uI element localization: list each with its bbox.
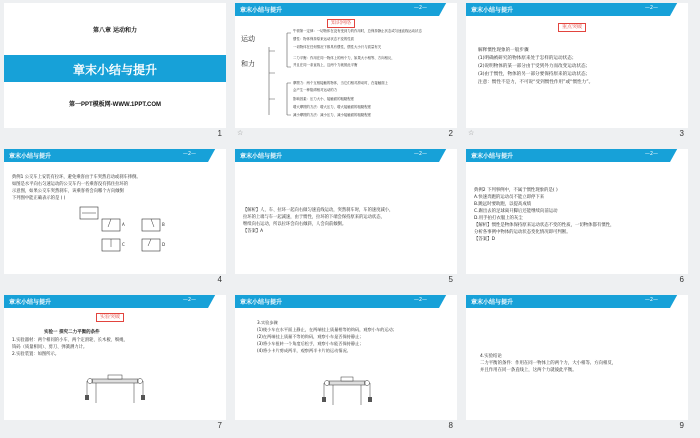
header-notch: [670, 149, 688, 162]
slide-label: [4, 128, 226, 141]
body-line: D.用手拍打衣服上的灰尘: [474, 216, 523, 221]
slide-canvas: [4, 295, 226, 420]
slide-title: 章末小结与提升: [72, 63, 157, 77]
header-page: —2—: [644, 297, 658, 303]
body-line: 1.实验器材：两个相同的小车、两个定滑轮、长木板、细绳、: [12, 338, 128, 343]
body-line: 典例2 下列事例中，不属于惯性现象的是( ): [474, 188, 558, 193]
body-line: 注意：惯性不是力，不可说“受到惯性作用”或“惯性力”。: [478, 80, 594, 85]
bus-handle-figures: [4, 149, 226, 274]
slide-canvas: [466, 149, 688, 274]
body-line: 拉环的上端与车一起减速，由于惯性，拉环的下端会保持原来的运动状态，: [243, 215, 385, 220]
body-line: (4)将小卡片剪成两半，观察两半卡片的运动情况。: [257, 348, 351, 353]
slide-label: [466, 128, 688, 141]
body-line: A.快速奔跑的运动员不能立即停下来: [474, 195, 545, 200]
header-page: —2—: [644, 5, 658, 11]
slide-label: [4, 274, 226, 287]
body-line: 继续向右运动，所以拉环会向右倾斜，人会向前倾倒。: [243, 222, 347, 227]
slide-thumbnail-3[interactable]: [466, 3, 688, 141]
header-notch: [670, 3, 688, 16]
slide-number: 2: [448, 129, 453, 138]
body-line: (1)使小车在水平面上静止，在两端挂上质量相等的钩码，观察小车的运动；: [257, 327, 397, 332]
body-line: 下列图中能正确表示的是 ( ): [12, 196, 66, 201]
body-line: (2)说明物体的某一部分由于受到外力而改变运动状态；: [478, 64, 591, 69]
header-title: 章末小结与提升: [471, 7, 514, 14]
animation-star-icon: ☆: [237, 129, 244, 137]
header-page: —2—: [644, 151, 658, 157]
mindmap-line: 并且在同一条直线上，这两个力就彼此平衡: [293, 63, 358, 67]
slide-thumbnail-2[interactable]: [235, 3, 457, 141]
body-line: 3.实验步骤: [257, 320, 278, 325]
section-tag: 知识网络: [327, 19, 355, 28]
slide-thumbnail-8[interactable]: [235, 295, 457, 433]
slide-label: [466, 274, 688, 287]
apparatus-figure: [235, 295, 457, 420]
site-text: 第一PPT模板网-WWW.1PPT.COM: [69, 102, 161, 108]
slide-label: [235, 274, 457, 287]
body-line: 解释惯性现象的一般步骤: [478, 48, 529, 53]
body-line: 分析各事例中物体的运动状态变化情况即可判断。: [474, 230, 571, 235]
option-label: D: [162, 242, 166, 247]
body-line: B.跳远时要助跑，以提高成绩: [474, 202, 532, 207]
body-line: 【解析】惯性是物体保持原来运动状态不变的性质，一切物体都有惯性，: [474, 223, 615, 228]
option-label: B: [162, 222, 165, 227]
slide-canvas: [466, 295, 688, 420]
section-tag: 实验突破: [96, 313, 124, 322]
header-title: 章末小结与提升: [240, 7, 283, 14]
slide-canvas: [4, 3, 226, 128]
title-banner: [4, 55, 226, 82]
answer-line: 【答案】A: [243, 229, 264, 234]
apparatus-figure: [4, 295, 226, 420]
slide-thumbnail-9[interactable]: [466, 295, 688, 433]
option-label: A: [122, 222, 125, 227]
mindmap-line: 摩擦力：两个互相接触的物体，当它们相对滑动时，在接触面上: [293, 81, 388, 85]
mindmap-line: 增大摩擦的方法：增大压力、增大接触面的粗糙程度: [293, 105, 371, 109]
mindmap-line: 影响因素：压力大小、接触面的粗糙程度: [293, 97, 355, 101]
chapter-text: 第八章 运动和力: [92, 27, 138, 34]
slide-header: [466, 149, 688, 162]
slide-header: [466, 295, 688, 308]
header-title: 章末小结与提升: [240, 153, 283, 160]
slide-thumbnail-7[interactable]: [4, 295, 226, 433]
experiment-title: 实验一 探究二力平衡的条件: [44, 330, 100, 335]
body-line: 【解析】人、车、拉环一起向右做匀速直线运动，突然刹车时，车的速度减小，: [243, 208, 394, 213]
slide-label: [235, 128, 457, 141]
slide-number: 9: [679, 421, 684, 430]
slide-label: [235, 420, 457, 433]
slide-thumbnail-5[interactable]: [235, 149, 457, 287]
header-title: 章末小结与提升: [9, 153, 52, 160]
mindmap-line: 一切物体在任何情况下都具有惯性，惯性大小只与质量有关: [293, 45, 382, 49]
body-line: 并且作用在同一条直线上，这两个力就彼此平衡。: [480, 368, 577, 373]
header-notch: [439, 149, 457, 162]
animation-star-icon: ☆: [468, 129, 475, 137]
mindmap-root-1: 运动: [241, 35, 255, 43]
body-line: 典例1 公交车上安装有拉环，避免乘客由于车突然启动或刹车摔倒。: [12, 175, 141, 180]
slide-number: 6: [679, 275, 684, 284]
mindmap-line: 惯性：物体保持原来运动状态不变的性质: [293, 37, 355, 41]
body-line: (1)明确被研究的物体原来处于怎样的运动状态；: [478, 56, 577, 61]
slide-number: 4: [217, 275, 222, 284]
slide-canvas: [4, 149, 226, 274]
body-line: C.踢出去的足球离开脚后还能继续向前运动: [474, 209, 558, 214]
header-notch: [670, 295, 688, 308]
answer-line: 【答案】D: [474, 237, 495, 242]
body-line: 二力平衡的条件：作用在同一物体上的两个力，大小相等、方向相反，: [480, 361, 617, 366]
slide-thumbnail-4[interactable]: [4, 149, 226, 287]
header-title: 章末小结与提升: [240, 299, 283, 306]
slide-label: [4, 420, 226, 433]
header-page: —2—: [182, 297, 196, 303]
body-line: (3)由于惯性，物体的另一部分要保持原来的运动状态；: [478, 72, 591, 77]
body-line: (2)在两端挂上质量不等的钩码，观察小车是否保持静止；: [257, 334, 364, 339]
header-page: —2—: [413, 297, 427, 303]
header-page: —2—: [182, 151, 196, 157]
slide-number: 3: [679, 129, 684, 138]
slide-canvas: [235, 149, 457, 274]
header-page: —2—: [413, 151, 427, 157]
header-page: —2—: [413, 5, 427, 11]
slide-number: 1: [217, 129, 222, 138]
slide-canvas: [235, 295, 457, 420]
section-tag: 重点突破: [558, 23, 586, 32]
slide-canvas: [235, 3, 457, 128]
header-title: 章末小结与提升: [471, 153, 514, 160]
mindmap-line: 牛顿第一定律：一切物体在没有受到力的作用时，总保持静止状态或匀速直线运动状态: [293, 29, 422, 33]
option-label: C: [122, 242, 125, 247]
mindmap-line: 二力平衡：作用在同一物体上的两个力，如果大小相等、方向相反，: [293, 56, 395, 60]
slide-header: [235, 149, 457, 162]
slide-header: [466, 3, 688, 16]
slide-number: 8: [448, 421, 453, 430]
slide-canvas: [466, 3, 688, 128]
body-line: 2.实验装置：如图所示。: [12, 352, 60, 357]
body-line: 4.实验结论: [480, 354, 502, 359]
body-line: 示意图，如果公交车突然刹车，该乘客将会向哪个方向倾倒: [12, 189, 124, 194]
mindmap-line: 减小摩擦的方法：减小压力、减小接触面的粗糙程度: [293, 113, 371, 117]
mindmap-root-2: 和力: [241, 60, 255, 68]
slide-number: 7: [217, 421, 222, 430]
slide-label: [466, 420, 688, 433]
slide-number: 5: [448, 275, 453, 284]
header-title: 章末小结与提升: [471, 299, 514, 306]
body-line: (3)将小车扭转一个角度后松手，观察小车能否保持静止；: [257, 341, 364, 346]
header-title: 章末小结与提升: [9, 299, 52, 306]
mindmap-line: 会产生一种阻碍相对运动的力: [293, 88, 338, 92]
body-line: 如图是水平向右匀速运动的公交车内一名乘客没有抓住拉环的: [12, 182, 129, 187]
slide-thumbnail-1[interactable]: [4, 3, 226, 141]
body-line: 钩码（质量相同）、剪刀、弹簧测力计。: [12, 345, 88, 350]
slide-thumbnail-6[interactable]: [466, 149, 688, 287]
